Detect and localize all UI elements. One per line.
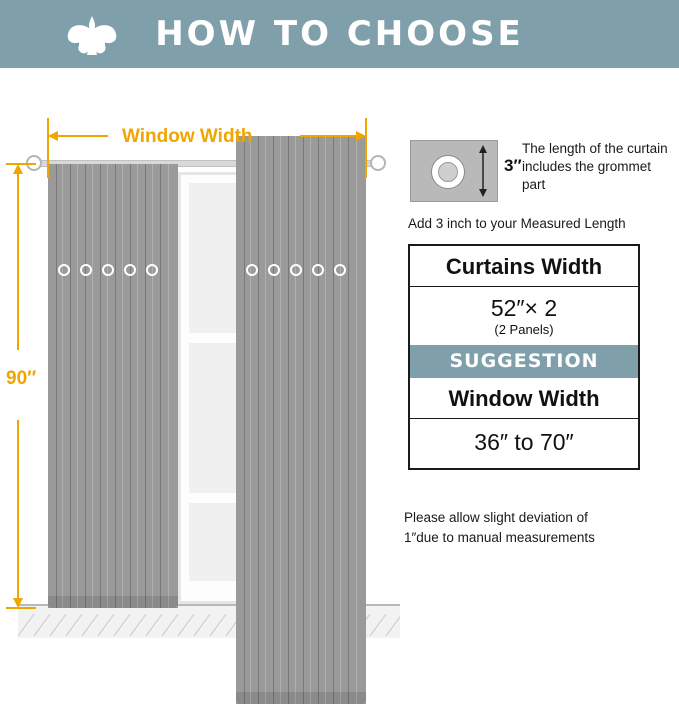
curtain-illustration	[0, 68, 400, 636]
suggestion-card	[408, 244, 640, 470]
deviation-line-1: Please allow slight deviation of	[404, 510, 588, 525]
fleur-de-lis-icon	[62, 14, 122, 56]
grommet-ring	[146, 264, 158, 276]
card-title-window-width: Window Width	[448, 386, 600, 411]
rod-finial-left	[26, 155, 42, 171]
grommet-note: The length of the curtain includes the grommet part	[522, 141, 668, 193]
grommet-ring	[334, 264, 346, 276]
curtain-panel-right	[236, 136, 366, 704]
curtain-height-label: 90″	[6, 368, 37, 389]
card-title-curtains-width: Curtains Width	[445, 254, 603, 279]
deviation-line-2: 1″due to manual measurements	[404, 529, 595, 545]
rod-finial-right	[370, 155, 386, 171]
grommet-ring	[124, 264, 136, 276]
grommet-ring	[268, 264, 280, 276]
grommet-ring	[102, 264, 114, 276]
suggestion-banner: SUGGESTION	[410, 345, 638, 378]
grommet-ring	[58, 264, 70, 276]
add-length-note: Add 3 inch to your Measured Length	[408, 216, 626, 231]
window-width-label: Window Width	[122, 126, 253, 147]
grommet-closeup-figure	[410, 140, 498, 202]
curtains-width-value: 52″× 2	[490, 295, 558, 321]
deviation-note	[404, 508, 676, 547]
window-width-range: 36″ to 70″	[474, 429, 574, 455]
curtains-width-panels: (2 Panels)	[494, 322, 554, 337]
grommet-ring	[290, 264, 302, 276]
info-column	[400, 68, 679, 636]
grommet-dimension-label: 3″	[504, 156, 522, 175]
page-title: HOW TO CHOOSE	[155, 14, 524, 54]
curtain-panel-left	[48, 164, 178, 608]
header-banner	[0, 0, 679, 68]
grommet-dimension-arrow	[411, 141, 497, 201]
grommet-ring	[80, 264, 92, 276]
grommet-ring	[246, 264, 258, 276]
grommet-ring	[312, 264, 324, 276]
